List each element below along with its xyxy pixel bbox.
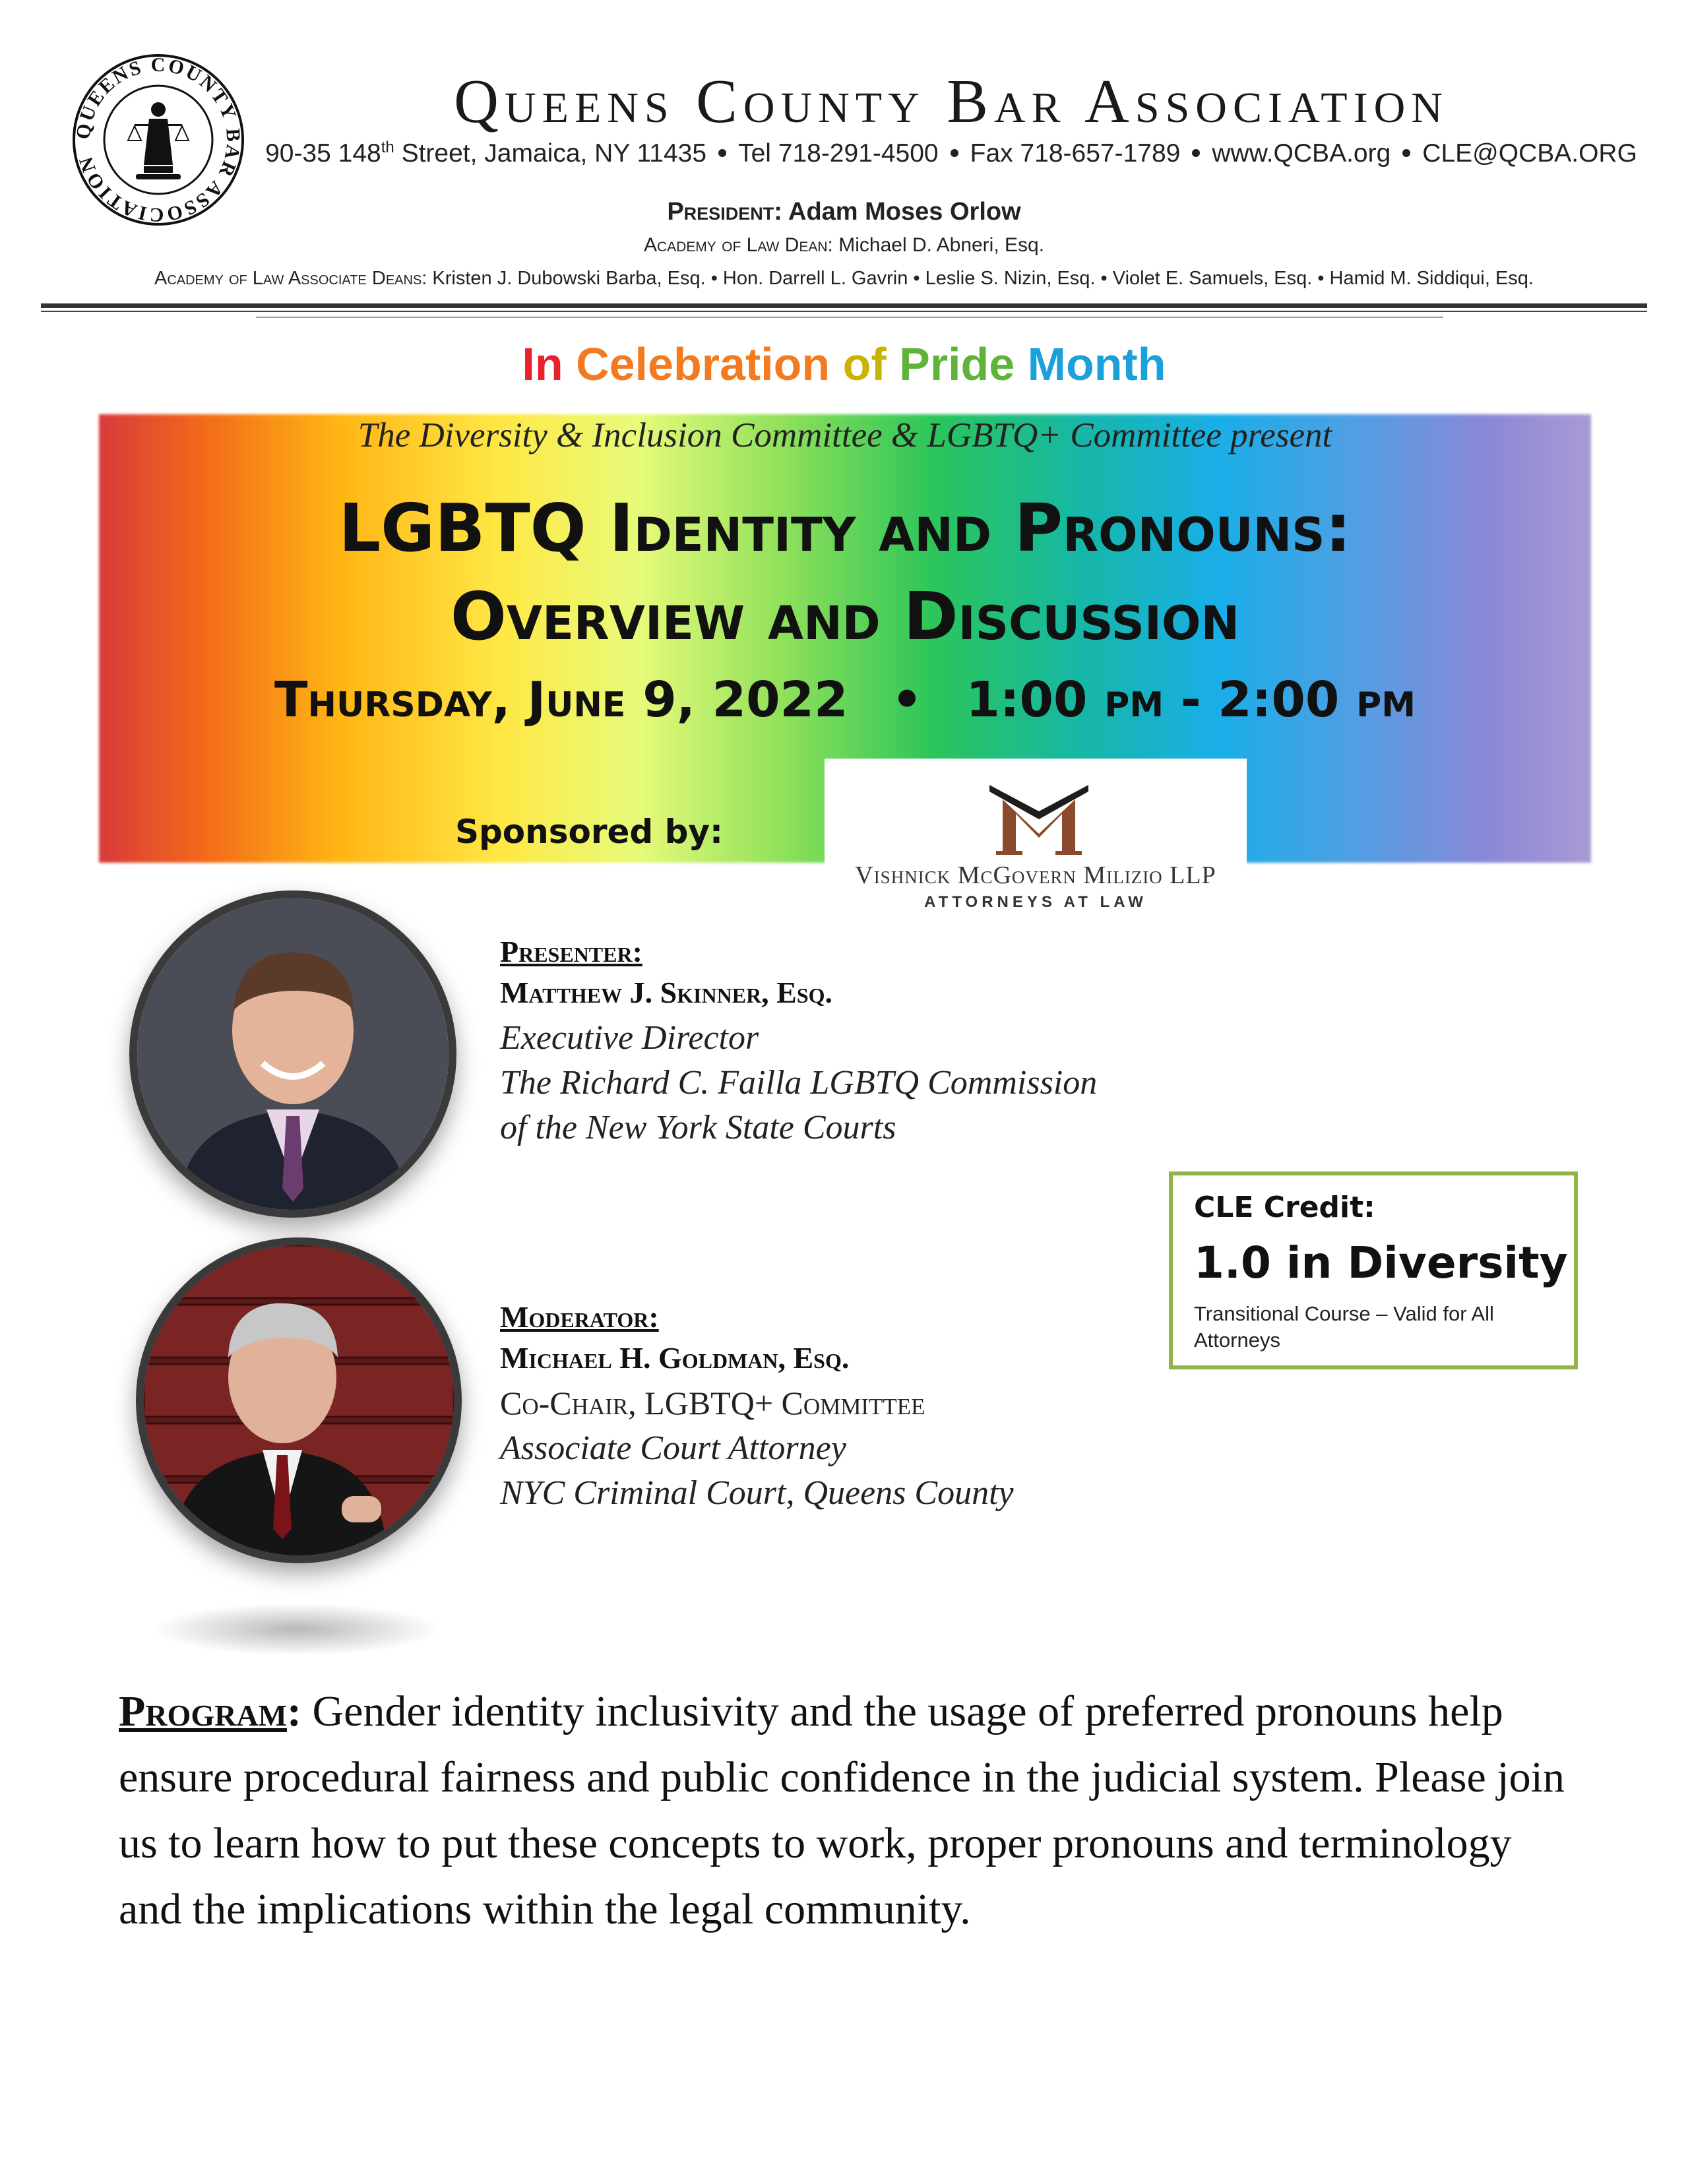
cle-credit-label: CLE Credit: bbox=[1194, 1191, 1375, 1224]
sponsored-by-label: Sponsored by: bbox=[455, 813, 724, 851]
event-title-line-2: Overview and Discussion bbox=[450, 578, 1240, 655]
pride-heading-word: Pride bbox=[899, 338, 1028, 390]
presenter-portrait-icon bbox=[137, 898, 449, 1210]
pride-heading-word: Month bbox=[1027, 338, 1166, 390]
bullet-icon bbox=[1402, 149, 1410, 157]
photo-shadow bbox=[152, 1603, 442, 1656]
bullet-icon bbox=[951, 149, 958, 157]
phone: Tel 718-291-4500 bbox=[738, 139, 939, 168]
header-divider bbox=[41, 303, 1647, 308]
pride-month-heading bbox=[0, 338, 1688, 390]
moderator-court: NYC Criminal Court, Queens County bbox=[500, 1474, 1014, 1512]
associate-deans-line bbox=[0, 268, 1688, 290]
presenter-org: The Richard C. Failla LGBTQ Commission bbox=[500, 1064, 1098, 1102]
moderator-name: Michael H. Goldman, Esq. bbox=[500, 1341, 850, 1375]
moderator-committee-role: Co-Chair, LGBTQ+ Committee bbox=[500, 1385, 925, 1421]
president-name: Adam Moses Orlow bbox=[788, 198, 1021, 226]
contact-line bbox=[245, 139, 1657, 168]
fax: Fax 718-657-1789 bbox=[970, 139, 1181, 168]
president-label: President: bbox=[667, 198, 782, 226]
dean-line bbox=[0, 234, 1688, 257]
dean-name: Michael D. Abneri, Esq. bbox=[838, 234, 1045, 256]
moderator-photo bbox=[136, 1237, 462, 1563]
pride-heading-word: Celebration bbox=[576, 338, 843, 390]
pride-heading-word: In bbox=[522, 338, 577, 390]
president-line bbox=[0, 198, 1688, 226]
presenter-org-cont: of the New York State Courts bbox=[500, 1109, 896, 1146]
associate-deans-names: Kristen J. Dubowski Barba, Esq. • Hon. Darrell L. Gavrin • Leslie S. Nizin, Esq. • Violet E. Samuels, Esq. • Hamid M. Siddiqui, Esq. bbox=[432, 268, 1534, 289]
program-label: Program bbox=[119, 1687, 287, 1735]
moderator-title: Associate Court Attorney bbox=[500, 1429, 846, 1467]
cle-credit-value: 1.0 in Diversity bbox=[1194, 1237, 1568, 1288]
presenter-label: Presenter: bbox=[500, 935, 642, 968]
presenter-photo bbox=[129, 890, 456, 1218]
header-divider-sub bbox=[256, 317, 1443, 318]
sponsor-monogram-icon bbox=[983, 773, 1095, 859]
bullet-icon bbox=[718, 149, 726, 157]
email-link[interactable]: CLE@QCBA.ORG bbox=[1422, 139, 1637, 168]
cle-credit-note: Transitional Course – Valid for All Attorneys bbox=[1194, 1302, 1494, 1352]
header-divider-thin bbox=[41, 311, 1647, 312]
event-date-time bbox=[99, 671, 1591, 728]
event-title-line-1: LGBTQ Identity and Pronouns: bbox=[338, 489, 1352, 567]
presented-by-line: The Diversity & Inclusion Committee & LGBTQ+ Committee present bbox=[358, 416, 1332, 454]
program-description bbox=[119, 1679, 1570, 1943]
website-link[interactable]: www.QCBA.org bbox=[1212, 139, 1391, 168]
presenter-title: Executive Director bbox=[500, 1019, 759, 1057]
dean-label: Academy of Law Dean: bbox=[643, 234, 833, 256]
event-time: 1:00 pm - 2:00 pm bbox=[966, 671, 1416, 728]
associate-deans-label: Academy of Law Associate Deans: bbox=[154, 268, 427, 289]
presenter-name: Matthew J. Skinner, Esq. bbox=[500, 976, 833, 1009]
org-name: Queens County Bar Association bbox=[454, 67, 1449, 136]
moderator-portrait-icon bbox=[144, 1245, 454, 1555]
address: 90-35 148th Street, Jamaica, NY 11435 bbox=[265, 139, 707, 168]
bullet-icon bbox=[1192, 149, 1200, 157]
program-colon: : bbox=[286, 1687, 301, 1735]
pride-heading-word: of bbox=[842, 338, 900, 390]
sponsor-name: Vishnick McGovern Milizio LLP bbox=[855, 861, 1216, 889]
sponsor-tagline: ATTORNEYS AT LAW bbox=[924, 893, 1147, 911]
moderator-label: Moderator: bbox=[500, 1300, 659, 1334]
event-date: Thursday, June 9, 2022 bbox=[274, 671, 848, 728]
date-time-separator: • bbox=[891, 671, 923, 728]
program-text: Gender identity inclusivity and the usage of preferred pronouns help ensure procedural fairness and public confidence in the judicial system. Please join us to learn how to put these concepts to work, proper pronouns and terminology and the implications within the legal community. bbox=[119, 1687, 1565, 1933]
seal-ring-text: QUEENS COUNTY BAR ASSOCIATION bbox=[72, 53, 245, 226]
